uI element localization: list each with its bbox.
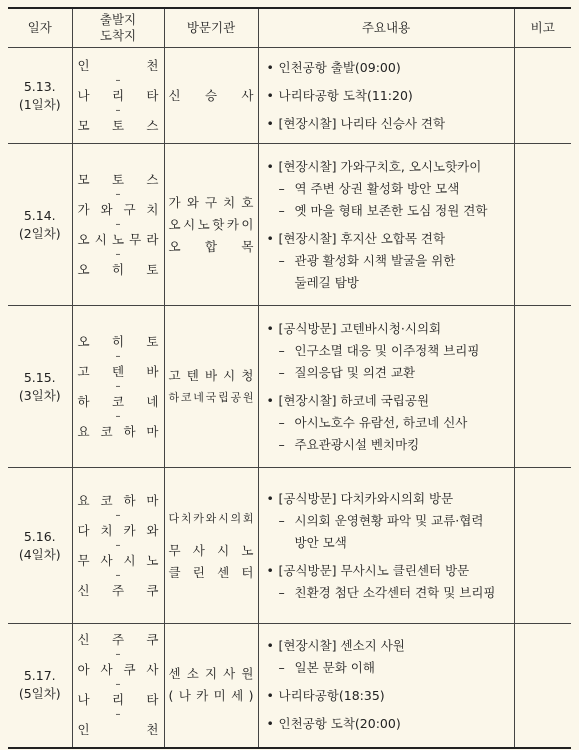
route-separator: – <box>115 218 121 230</box>
contents-cell <box>258 48 514 144</box>
content-subitem-text: 일본 문화 이해 <box>294 660 375 676</box>
header-institution: 방문기관 <box>164 8 258 48</box>
institution-list <box>165 85 258 107</box>
day-label: (3일차) <box>18 387 61 403</box>
contents-list <box>259 635 514 735</box>
institution-line: 오 시 노 핫 카 이 <box>168 216 254 232</box>
header-route-departure: 출발지 <box>99 12 137 27</box>
content-item <box>265 390 508 412</box>
institution-line: 다 치 카 와 시 의 회 <box>168 511 254 525</box>
route-separator: – <box>115 248 121 260</box>
institution-line: 오 합 목 <box>168 238 254 254</box>
bullet-marker: • <box>266 716 274 732</box>
institution-cell <box>164 306 258 468</box>
bullet-marker: • <box>266 158 274 174</box>
header-route <box>72 8 164 48</box>
bullet-marker: • <box>266 87 274 103</box>
content-subitem-text: 주요관광시설 벤치마킹 <box>294 436 420 452</box>
contents-list <box>259 488 514 604</box>
institution-line: 신 승 사 <box>168 87 254 103</box>
route-separator: – <box>115 709 121 721</box>
contents-list <box>259 57 514 135</box>
contents-cell <box>258 306 514 468</box>
content-subitem-text: 친환경 첨단 소각센터 견학 및 브리핑 <box>294 584 496 600</box>
subitem-marker: – <box>278 342 285 358</box>
bullet-marker: • <box>266 230 274 246</box>
remarks-cell <box>514 144 571 306</box>
content-subitem <box>265 582 508 604</box>
route-cell <box>72 624 164 748</box>
content-item <box>265 228 508 250</box>
subitem-marker: – <box>278 202 285 218</box>
content-subitem <box>265 250 508 272</box>
contents-cell <box>258 468 514 624</box>
content-subitem <box>265 178 508 200</box>
schedule-row <box>8 468 571 624</box>
route-place: 다 치 카 와 <box>77 522 159 538</box>
subitem-marker: – <box>278 414 285 430</box>
content-item-text: 나리타공항 도착(11:20) <box>278 87 413 103</box>
schedule-row <box>8 624 571 748</box>
route-place: 나 리 타 <box>77 692 159 708</box>
subitem-marker: – <box>278 252 285 268</box>
subitem-marker: – <box>278 364 285 380</box>
route-place: 나 리 타 <box>77 87 159 103</box>
header-row <box>8 8 571 48</box>
content-item <box>265 488 508 510</box>
institution-list <box>165 365 258 409</box>
date-cell <box>8 468 72 624</box>
route-place: 모 토 스 <box>77 117 159 133</box>
route-place: 인 천 <box>77 57 159 73</box>
content-item-text: [공식방문] 무사시노 클린센터 방문 <box>278 562 470 578</box>
day-label: (4일차) <box>18 546 61 562</box>
day-label: (2일차) <box>18 225 61 241</box>
content-item <box>265 560 508 582</box>
route-list <box>73 491 164 601</box>
route-separator: – <box>115 569 121 581</box>
bullet-marker: • <box>266 115 274 131</box>
route-place: 요 코 하 마 <box>77 492 159 508</box>
institution-cell <box>164 48 258 144</box>
day-label: (5일차) <box>18 686 61 702</box>
content-subitem <box>265 362 508 384</box>
route-cell <box>72 144 164 306</box>
content-item-text: 인천공항 도착(20:00) <box>278 716 401 732</box>
date-value: 5.16. <box>23 528 56 544</box>
institution-list <box>165 508 258 584</box>
date-cell <box>8 48 72 144</box>
route-separator: – <box>115 509 121 521</box>
content-subitem <box>265 340 508 362</box>
bullet-marker: • <box>266 562 274 578</box>
content-item-text: [공식방문] 다치카와시의회 방문 <box>278 490 454 506</box>
content-item-text: [현장시찰] 센소지 사원 <box>278 638 405 654</box>
bullet-marker: • <box>266 59 274 75</box>
subitem-marker: – <box>278 512 285 528</box>
date-value: 5.14. <box>23 207 56 223</box>
header-contents: 주요내용 <box>258 8 514 48</box>
subitem-marker: – <box>278 436 285 452</box>
content-item-text: [현장시찰] 하코네 국립공원 <box>278 392 430 408</box>
institution-line: ( 나 카 미 세 ) <box>168 688 254 704</box>
header-date: 일자 <box>8 8 72 48</box>
route-place: 요 코 하 마 <box>77 423 159 439</box>
route-place: 아 사 쿠 사 <box>77 662 159 678</box>
schedule-row <box>8 306 571 468</box>
institution-line: 클 린 센 터 <box>168 564 254 580</box>
route-place: 고 텐 바 <box>77 363 159 379</box>
route-list <box>73 332 164 442</box>
institution-cell <box>164 468 258 624</box>
date-cell <box>8 306 72 468</box>
date-cell <box>8 144 72 306</box>
content-subitem <box>265 412 508 434</box>
institution-cell <box>164 624 258 748</box>
route-place: 오 히 토 <box>77 333 159 349</box>
route-place: 신 주 쿠 <box>77 632 159 648</box>
remarks-cell <box>514 48 571 144</box>
content-item-text: [공식방문] 고텐바시청·시의회 <box>278 320 442 336</box>
date-value: 5.17. <box>23 668 56 684</box>
content-subitem-text: 관광 활성화 시책 발굴을 위한 <box>294 252 456 268</box>
route-separator: – <box>115 679 121 691</box>
subitem-marker: – <box>278 180 285 196</box>
content-subitem-text: 아시노호수 유람선, 하코네 신사 <box>294 414 468 430</box>
institution-line: 센 소 지 사 원 <box>168 666 254 682</box>
contents-cell <box>258 624 514 748</box>
route-separator: – <box>115 74 121 86</box>
contents-cell <box>258 144 514 306</box>
content-item <box>265 685 508 707</box>
bullet-marker: • <box>266 320 274 336</box>
content-item-text: 나리타공항(18:35) <box>278 688 385 704</box>
content-item-text: [현장시찰] 나리타 신승사 견학 <box>278 115 446 131</box>
route-separator: – <box>115 410 121 422</box>
route-separator: – <box>115 350 121 362</box>
content-subitem-text: 역 주변 상권 활성화 방안 모색 <box>294 180 460 196</box>
date-cell <box>8 624 72 748</box>
content-subitem-text: 옛 마을 형태 보존한 도심 정원 견학 <box>294 202 488 218</box>
header-remarks: 비고 <box>514 8 571 48</box>
content-item <box>265 318 508 340</box>
route-separator: – <box>115 649 121 661</box>
route-place: 오 시 노 무 라 <box>77 231 159 247</box>
content-subitem <box>265 510 508 532</box>
subitem-marker: – <box>278 660 285 676</box>
content-subitem-text: 시의회 운영현황 파악 및 교류·협력 <box>294 512 484 528</box>
route-cell <box>72 48 164 144</box>
bullet-marker: • <box>266 638 274 654</box>
content-subitem-continued: 둘레길 탐방 <box>294 274 359 290</box>
route-separator: – <box>115 380 121 392</box>
institution-list <box>165 192 258 258</box>
subitem-marker: – <box>278 584 285 600</box>
route-list <box>73 630 164 740</box>
route-separator: – <box>115 188 121 200</box>
institution-line: 가 와 구 치 호 <box>168 194 254 210</box>
route-place: 모 토 스 <box>77 171 159 187</box>
bullet-marker: • <box>266 392 274 408</box>
institution-list <box>165 663 258 707</box>
contents-list <box>259 318 514 456</box>
schedule-row <box>8 144 571 306</box>
content-subitem-text: 질의응답 및 의견 교환 <box>294 364 416 380</box>
content-subitem <box>265 434 508 456</box>
route-separator: – <box>115 539 121 551</box>
content-subitem-continued: 방안 모색 <box>294 534 347 550</box>
route-place: 가 와 구 치 <box>77 201 159 217</box>
bullet-marker: • <box>266 490 274 506</box>
institution-line: 하 코 네 국 립 공 원 <box>168 390 254 404</box>
route-separator: – <box>115 104 121 116</box>
itinerary-table <box>8 7 571 749</box>
content-item <box>265 85 508 107</box>
bullet-marker: • <box>266 688 274 704</box>
route-place: 인 천 <box>77 722 159 738</box>
content-item-text: [현장시찰] 가와구치호, 오시노핫카이 <box>278 158 482 174</box>
content-subitem-text: 인구소멸 대응 및 이주정책 브리핑 <box>294 342 480 358</box>
content-item <box>265 635 508 657</box>
route-list <box>73 170 164 280</box>
content-subitem <box>265 200 508 222</box>
route-place: 무 사 시 노 <box>77 552 159 568</box>
route-place: 하 코 네 <box>77 393 159 409</box>
route-list <box>73 56 164 136</box>
institution-cell <box>164 144 258 306</box>
day-label: (1일차) <box>18 96 61 112</box>
remarks-cell <box>514 624 571 748</box>
route-place: 오 히 토 <box>77 261 159 277</box>
content-item <box>265 156 508 178</box>
content-subitem <box>265 657 508 679</box>
institution-line: 고 텐 바 시 청 <box>168 367 254 383</box>
content-item <box>265 57 508 79</box>
remarks-cell <box>514 468 571 624</box>
route-cell <box>72 468 164 624</box>
content-item <box>265 713 508 735</box>
institution-line: 무 사 시 노 <box>168 542 254 558</box>
content-item-text: 인천공항 출발(09:00) <box>278 59 401 75</box>
date-value: 5.13. <box>23 78 56 94</box>
content-item <box>265 113 508 135</box>
date-value: 5.15. <box>23 369 56 385</box>
route-cell <box>72 306 164 468</box>
content-item-text: [현장시찰] 후지산 오합목 견학 <box>278 230 446 246</box>
contents-list <box>259 156 514 294</box>
remarks-cell <box>514 306 571 468</box>
route-place: 신 주 쿠 <box>77 582 159 598</box>
schedule-row <box>8 48 571 144</box>
header-route-arrival: 도착지 <box>99 28 137 43</box>
